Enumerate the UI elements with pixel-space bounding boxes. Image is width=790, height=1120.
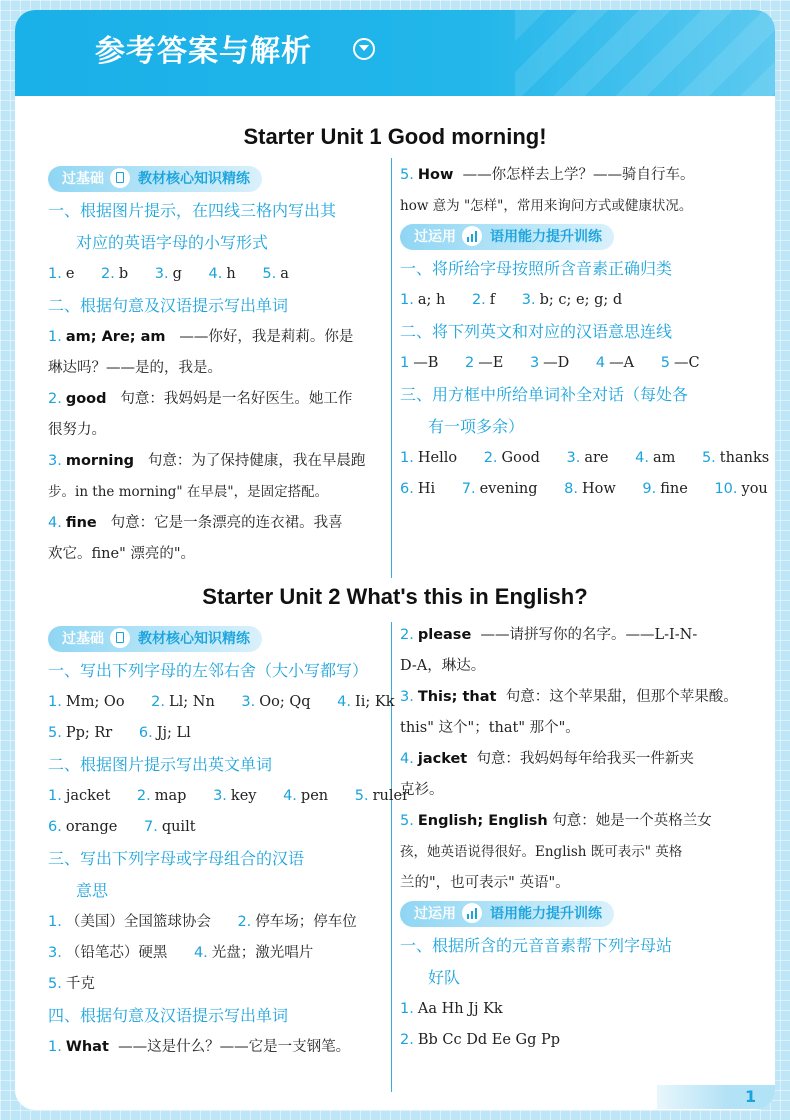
section-heading: 二、根据句意及汉语提示写出单词 <box>48 296 289 315</box>
answer-line: 3. morning 句意：为了保持健康，我在早晨跑 <box>48 453 366 469</box>
answer-line: 1. jacket 2. map 3. key 4. pen 5. ruler <box>48 788 409 804</box>
chevron-down-circle-icon[interactable] <box>353 38 375 60</box>
answer-line: 3. （铅笔芯）硬黑 4. 光盘；激光唱片 <box>48 945 314 961</box>
answer-line: D-A，琳达。 <box>400 658 486 674</box>
clipboard-icon <box>110 628 130 648</box>
answer-line: 5. English; English 句意：她是一个英格兰女 <box>400 813 712 829</box>
answer-line: 琳达吗？——是的，我是。 <box>48 360 222 376</box>
answer-line: 5. 千克 <box>48 976 95 992</box>
answer-line: 1. Mm; Oo 2. Ll; Nn 3. Oo; Qq 4. Ii; Kk <box>48 694 395 710</box>
bar-chart-icon <box>462 903 482 923</box>
answer-page <box>15 10 775 1110</box>
section-heading: 一、将所给字母按照所含音素正确归类 <box>400 259 673 278</box>
page-number: 1 <box>745 1087 757 1106</box>
answer-line: 2. please ——请拼写你的名字。——L-I-N- <box>400 627 698 643</box>
unit1-left-column <box>48 164 388 570</box>
section-heading: 三、用方框中所给单词补全对话（每处各 <box>400 385 689 404</box>
basic-badge: 过基础 教材核心知识精练 <box>48 626 262 652</box>
unit2-title: Starter Unit 2 What's this in English? <box>202 584 588 609</box>
answer-line: 兰的"，也可表示" 英语"。 <box>400 875 570 891</box>
usage-badge: 过运用 语用能力提升训练 <box>400 224 614 250</box>
answer-line: 1 —B 2 —E 3 —D 4 —A 5 —C <box>400 355 700 371</box>
answer-line: 克衫。 <box>400 782 444 798</box>
section-heading-cont: 有一项多余） <box>428 417 525 436</box>
answer-line: 6. Hi 7. evening 8. How 9. fine 10. you <box>400 481 768 497</box>
unit1-right-column <box>400 160 770 505</box>
page-header <box>15 10 775 96</box>
answer-line: 2. Bb Cc Dd Ee Gg Pp <box>400 1032 561 1048</box>
page-number-tab <box>657 1085 775 1109</box>
answer-line: 2. good 句意：我妈妈是一名好医生。她工作 <box>48 391 353 407</box>
basic-badge: 过基础 教材核心知识精练 <box>48 166 262 192</box>
answer-line: 5. Pp; Rr 6. Jj; Ll <box>48 725 191 741</box>
answer-line: 很努力。 <box>48 422 106 438</box>
section-heading: 四、根据句意及汉语提示写出单词 <box>48 1006 289 1025</box>
section-heading-cont: 好队 <box>428 968 461 987</box>
answer-line: 1. Aa Hh Jj Kk <box>400 1001 503 1017</box>
answer-line: 步。in the morning" 在早晨"，是固定搭配。 <box>48 484 329 500</box>
unit2-right-column <box>400 620 742 1056</box>
header-stripe-decoration <box>515 10 775 96</box>
section-heading: 一、根据所含的元音音素帮下列字母站 <box>400 936 673 955</box>
answer-line: 6. orange 7. quilt <box>48 819 196 835</box>
answer-line: 3. This; that 句意：这个苹果甜，但那个苹果酸。 <box>400 689 738 705</box>
unit1-title: Starter Unit 1 Good morning! <box>243 124 547 149</box>
answer-line: 1. am; Are; am ——你好，我是莉莉。你是 <box>48 329 354 345</box>
answer-line: 1. Hello 2. Good 3. are 4. am 5. thanks <box>400 450 770 466</box>
usage-badge: 过运用 语用能力提升训练 <box>400 901 614 927</box>
section-heading: 三、写出下列字母或字母组合的汉语 <box>48 849 305 868</box>
column-divider <box>391 622 392 1092</box>
section-heading-cont: 意思 <box>76 881 109 900</box>
column-divider <box>391 158 392 578</box>
section-heading-cont: 对应的英语字母的小写形式 <box>76 233 269 252</box>
section-heading: 一、根据图片提示，在四线三格内写出其 <box>48 201 337 220</box>
answer-line: 欢它。fine" 漂亮的"。 <box>48 546 196 562</box>
section-heading: 一、写出下列字母的左邻右舍（大小写都写） <box>48 661 369 680</box>
answer-line: 4. fine 句意：它是一条漂亮的连衣裙。我喜 <box>48 515 343 531</box>
answer-line: 1. e 2. b 3. g 4. h 5. a <box>48 266 289 282</box>
answer-line: this" 这个"；that" 那个"。 <box>400 720 580 736</box>
answer-line: how 意为 "怎样"，常用来询问方式或健康状况。 <box>400 198 693 214</box>
section-heading: 二、根据图片提示写出英文单词 <box>48 755 273 774</box>
answer-line: 4. jacket 句意：我妈妈每年给我买一件新夹 <box>400 751 694 767</box>
answer-line: 5. How ——你怎样去上学？——骑自行车。 <box>400 167 695 183</box>
answer-line: 孩，她英语说得很好。English 既可表示" 英格 <box>400 844 683 860</box>
bar-chart-icon <box>462 226 482 246</box>
answer-line: 1. a; h 2. f 3. b; c; e; g; d <box>400 292 623 308</box>
clipboard-icon <box>110 168 130 188</box>
answer-line: 1. （美国）全国篮球协会 2. 停车场；停车位 <box>48 914 357 930</box>
answer-line: 1. What ——这是什么？——它是一支钢笔。 <box>48 1039 351 1055</box>
unit2-left-column <box>48 624 409 1063</box>
section-heading: 二、将下列英文和对应的汉语意思连线 <box>400 322 673 341</box>
page-title: 参考答案与解析 <box>95 34 312 69</box>
